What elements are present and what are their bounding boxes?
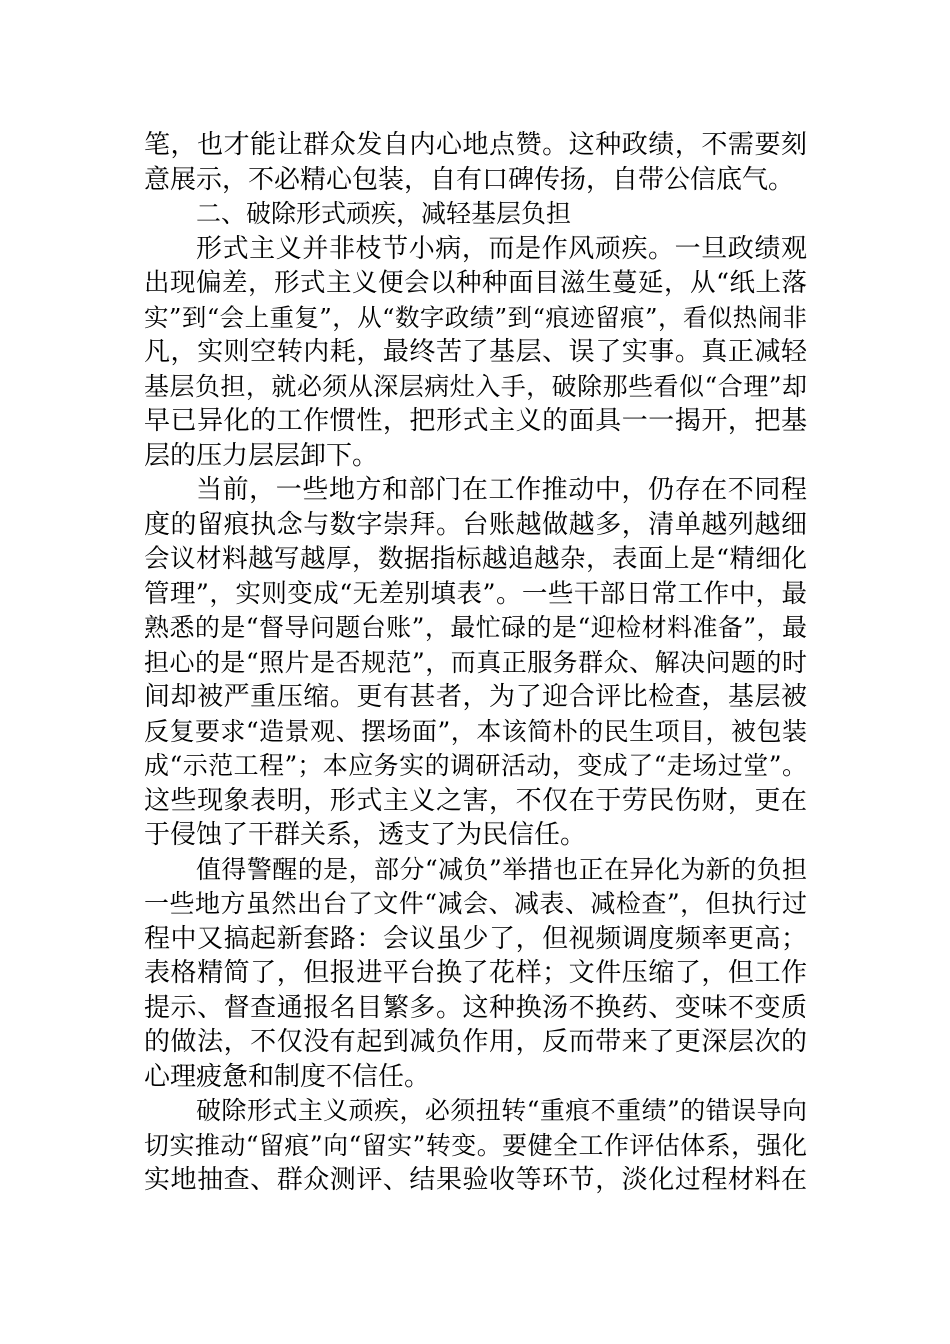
paragraph-line: 笔，也才能让群众发自内心地点赞。这种政绩，不需要刻: [144, 130, 807, 160]
paragraph-line: 早已异化的工作惯性，把形式主义的面具一一揭开，把基: [144, 406, 807, 436]
paragraph-line: 实”到“会上重复”，从“数字政绩”到“痕迹留痕”，看似热闹非: [144, 302, 807, 332]
paragraph-line: 层的压力层层卸下。: [144, 440, 379, 471]
paragraph-line: 凡，实则空转内耗，最终苦了基层、误了实事。真正减轻: [144, 337, 807, 367]
section-heading: 二、破除形式顽疾，减轻基层负担: [196, 199, 572, 228]
paragraph-line: 基层负担，就必须从深层病灶入手，破除那些看似“合理”却: [144, 371, 807, 401]
paragraph-line: 程中又搞起新套路：会议虽少了，但视频调度频率更高；: [144, 923, 807, 954]
paragraph-line: 度的留痕执念与数字崇拜。台账越做越多，清单越列越细: [144, 509, 807, 540]
paragraph-line: 意展示，不必精心包装，自有口碑传扬，自带公信底气。: [144, 164, 795, 195]
paragraph-line: 反复要求“造景观、摆场面”，本该简朴的民生项目，被包装: [144, 716, 807, 746]
paragraph-line: 这些现象表明，形式主义之害，不仅在于劳民伤财，更在: [144, 785, 807, 816]
paragraph-line: 出现偏差，形式主义便会以种种面目滋生蔓延，从“纸上落: [144, 268, 807, 298]
paragraph-line: 于侵蚀了干群关系，透支了为民信任。: [144, 820, 587, 850]
paragraph-line: 形式主义并非枝节小病，而是作风顽疾。一旦政绩观: [196, 233, 807, 264]
paragraph-line: 破除形式主义顽疾，必须扭转“重痕不重绩”的错误导向: [196, 1096, 807, 1125]
paragraph-line: 间却被严重压缩。更有甚者，为了迎合评比检查，基层被: [144, 682, 807, 712]
paragraph-line: 当前，一些地方和部门在工作推动中，仍存在不同程: [196, 475, 807, 505]
paragraph-line: 值得警醒的是，部分“减负”举措也正在异化为新的负担: [196, 854, 807, 884]
paragraph-line: 熟悉的是“督导问题台账”，最忙碌的是“迎检材料准备”，最: [144, 613, 807, 642]
paragraph-line: 成“示范工程”；本应务实的调研活动，变成了“走场过堂”。: [144, 751, 807, 780]
paragraph-line: 表格精简了，但报进平台换了花样；文件压缩了，但工作: [144, 958, 807, 988]
paragraph-line: 一些地方虽然出台了文件“减会、减表、减检查”，但执行过: [144, 889, 807, 918]
paragraph-line: 会议材料越写越厚，数据指标越追越杂，表面上是“精细化: [144, 544, 807, 574]
paragraph-line: 实地抽查、群众测评、结果验收等环节，淡化过程材料在: [144, 1165, 807, 1195]
paragraph-line: 切实推动“留痕”向“留实”转变。要健全工作评估体系，强化: [144, 1130, 807, 1160]
document-body: [144, 128, 807, 1198]
paragraph-line: 心理疲惫和制度不信任。: [144, 1061, 431, 1092]
paragraph-line: 管理”，实则变成“无差别填表”。一些干部日常工作中，最: [144, 578, 807, 609]
paragraph-line: 担心的是“照片是否规范”，而真正服务群众、解决问题的时: [144, 647, 807, 677]
paragraph-line: 提示、督查通报名目繁多。这种换汤不换药、变味不变质: [144, 992, 807, 1023]
paragraph-line: 的做法，不仅没有起到减负作用，反而带来了更深层次的: [144, 1027, 807, 1057]
